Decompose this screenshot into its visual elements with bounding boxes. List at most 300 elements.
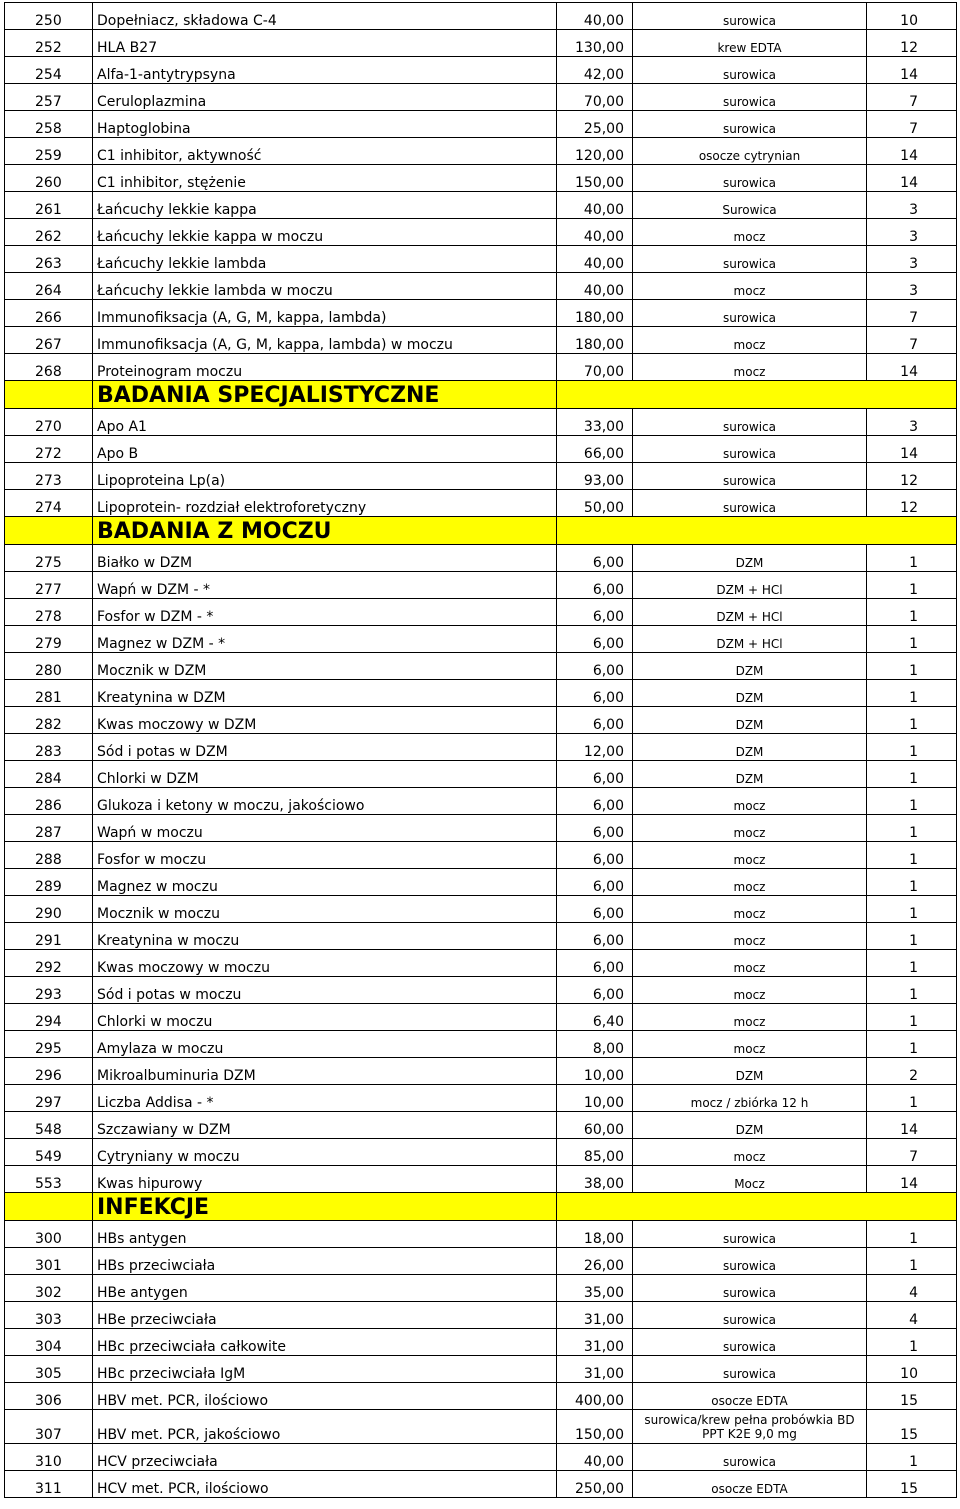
sample-material: surowica [633,436,867,463]
table-row [5,1410,957,1444]
table-row [5,1248,957,1275]
table-row [5,977,957,1004]
table-row [5,219,957,246]
test-name: Haptoglobina [93,111,557,138]
test-price: 150,00 [557,165,633,192]
test-price: 6,00 [557,950,633,977]
sample-material: surowica [633,246,867,273]
test-number: 291 [5,923,93,950]
sample-material: mocz [633,354,867,381]
sample-material: DZM + HCl [633,626,867,653]
test-price: 38,00 [557,1166,633,1193]
turnaround-days: 7 [867,84,957,111]
test-name: Chlorki w moczu [93,1004,557,1031]
sample-material: DZM [633,1112,867,1139]
test-price: 60,00 [557,1112,633,1139]
test-number: 301 [5,1248,93,1275]
table-row [5,490,957,517]
test-number: 266 [5,300,93,327]
test-name: Kwas moczowy w DZM [93,707,557,734]
sample-material: mocz [633,327,867,354]
test-number: 302 [5,1275,93,1302]
table-row [5,436,957,463]
test-number: 262 [5,219,93,246]
sample-material: mocz [633,896,867,923]
test-price: 40,00 [557,3,633,30]
test-number: 286 [5,788,93,815]
sample-material: osocze cytrynian [633,138,867,165]
sample-material: surowica [633,409,867,436]
sample-material: surowica [633,463,867,490]
test-number: 263 [5,246,93,273]
sample-material: osocze EDTA [633,1471,867,1498]
test-number: 261 [5,192,93,219]
sample-material: DZM [633,1058,867,1085]
table-row [5,599,957,626]
test-name: Immunofiksacja (A, G, M, kappa, lambda) w moczu [93,327,557,354]
table-row [5,3,957,30]
test-number: 294 [5,1004,93,1031]
sample-material: mocz [633,950,867,977]
turnaround-days: 1 [867,734,957,761]
test-number: 258 [5,111,93,138]
section-filler-cell [557,517,957,545]
turnaround-days: 1 [867,815,957,842]
test-name: HBs przeciwciała [93,1248,557,1275]
turnaround-days: 15 [867,1471,957,1498]
test-price: 6,00 [557,815,633,842]
sample-material: surowica [633,1248,867,1275]
test-name: Apo B [93,436,557,463]
turnaround-days: 1 [867,869,957,896]
test-number: 300 [5,1221,93,1248]
table-row [5,896,957,923]
sample-material: surowica [633,1329,867,1356]
test-price: 66,00 [557,436,633,463]
test-number: 277 [5,572,93,599]
sample-material: surowica/krew pełna probówkia BD PPT K2E 9,0 mg [633,1410,867,1444]
test-name: Mocznik w DZM [93,653,557,680]
sample-material: osocze EDTA [633,1383,867,1410]
turnaround-days: 12 [867,490,957,517]
turnaround-days: 1 [867,626,957,653]
sample-material: surowica [633,300,867,327]
test-number: 264 [5,273,93,300]
test-name: HBV met. PCR, jakościowo [93,1410,557,1444]
test-price: 6,00 [557,977,633,1004]
table-row [5,1139,957,1166]
sample-material: mocz [633,977,867,1004]
test-name: Mikroalbuminuria DZM [93,1058,557,1085]
turnaround-days: 1 [867,545,957,572]
test-name: Amylaza w moczu [93,1031,557,1058]
test-price: 31,00 [557,1302,633,1329]
table-row [5,300,957,327]
test-number: 307 [5,1410,93,1444]
test-number: 304 [5,1329,93,1356]
test-price: 10,00 [557,1085,633,1112]
turnaround-days: 7 [867,1139,957,1166]
turnaround-days: 1 [867,896,957,923]
test-number: 287 [5,815,93,842]
table-row [5,84,957,111]
test-name: HBV met. PCR, ilościowo [93,1383,557,1410]
test-number: 306 [5,1383,93,1410]
test-price: 25,00 [557,111,633,138]
section-header-row [5,381,957,409]
test-name: Lipoproteina Lp(a) [93,463,557,490]
sample-material: mocz [633,788,867,815]
turnaround-days: 1 [867,599,957,626]
table-row [5,1058,957,1085]
test-name: C1 inhibitor, aktywność [93,138,557,165]
table-row [5,273,957,300]
turnaround-days: 14 [867,57,957,84]
test-price: 35,00 [557,1275,633,1302]
sample-material: mocz [633,869,867,896]
test-name: Proteinogram moczu [93,354,557,381]
sample-material: Surowica [633,192,867,219]
test-name: Kwas hipurowy [93,1166,557,1193]
test-number: 295 [5,1031,93,1058]
sample-material: surowica [633,1356,867,1383]
turnaround-days: 3 [867,219,957,246]
turnaround-days: 2 [867,1058,957,1085]
test-name: Wapń w moczu [93,815,557,842]
test-number: 270 [5,409,93,436]
test-number: 284 [5,761,93,788]
table-row [5,192,957,219]
test-number: 553 [5,1166,93,1193]
turnaround-days: 12 [867,30,957,57]
table-row [5,57,957,84]
test-name: Apo A1 [93,409,557,436]
sample-material: DZM [633,545,867,572]
test-price: 40,00 [557,246,633,273]
table-row [5,653,957,680]
test-number: 282 [5,707,93,734]
table-row [5,1329,957,1356]
test-price: 6,00 [557,599,633,626]
test-price: 33,00 [557,409,633,436]
test-name: HBe antygen [93,1275,557,1302]
sample-material: mocz [633,1031,867,1058]
turnaround-days: 1 [867,950,957,977]
test-number: 280 [5,653,93,680]
test-name: Liczba Addisa - * [93,1085,557,1112]
turnaround-days: 3 [867,273,957,300]
turnaround-days: 15 [867,1410,957,1444]
test-number: 305 [5,1356,93,1383]
test-number: 293 [5,977,93,1004]
test-name: Kreatynina w DZM [93,680,557,707]
turnaround-days: 1 [867,1221,957,1248]
test-name: HLA B27 [93,30,557,57]
table-row [5,761,957,788]
table-row [5,923,957,950]
test-name: Sód i potas w moczu [93,977,557,1004]
sample-material: mocz [633,1004,867,1031]
test-price: 26,00 [557,1248,633,1275]
sample-material: surowica [633,165,867,192]
turnaround-days: 14 [867,138,957,165]
table-row [5,111,957,138]
table-row [5,1383,957,1410]
test-name: Magnez w DZM - * [93,626,557,653]
test-price: 6,00 [557,896,633,923]
turnaround-days: 1 [867,1085,957,1112]
test-number: 259 [5,138,93,165]
sample-material: surowica [633,3,867,30]
test-price: 31,00 [557,1356,633,1383]
sample-material: surowica [633,111,867,138]
sample-material: surowica [633,84,867,111]
turnaround-days: 1 [867,1004,957,1031]
table-row [5,788,957,815]
test-price: 180,00 [557,300,633,327]
test-number: 278 [5,599,93,626]
table-row [5,1302,957,1329]
test-name: Łańcuchy lekkie lambda [93,246,557,273]
test-number: 292 [5,950,93,977]
test-number: 254 [5,57,93,84]
table-row [5,246,957,273]
table-row [5,815,957,842]
test-price: 42,00 [557,57,633,84]
sample-material: DZM [633,707,867,734]
turnaround-days: 10 [867,3,957,30]
sample-material: mocz [633,219,867,246]
test-number: 289 [5,869,93,896]
turnaround-days: 14 [867,1112,957,1139]
turnaround-days: 7 [867,300,957,327]
test-number: 549 [5,1139,93,1166]
test-name: HCV met. PCR, ilościowo [93,1471,557,1498]
test-price: 6,00 [557,572,633,599]
turnaround-days: 1 [867,680,957,707]
test-price: 6,00 [557,761,633,788]
table-row [5,1444,957,1471]
test-name: Łańcuchy lekkie kappa [93,192,557,219]
turnaround-days: 1 [867,788,957,815]
test-number: 288 [5,842,93,869]
turnaround-days: 4 [867,1302,957,1329]
table-row [5,1031,957,1058]
table-row [5,1275,957,1302]
table-row [5,1004,957,1031]
sample-material: DZM + HCl [633,599,867,626]
table-row [5,138,957,165]
table-row [5,327,957,354]
test-name: Fosfor w moczu [93,842,557,869]
table-row [5,950,957,977]
test-price: 6,00 [557,842,633,869]
turnaround-days: 3 [867,246,957,273]
sample-material: surowica [633,1275,867,1302]
sample-material: surowica [633,57,867,84]
sample-material: Mocz [633,1166,867,1193]
sample-material: surowica [633,490,867,517]
test-name: HBe przeciwciała [93,1302,557,1329]
test-price: 6,40 [557,1004,633,1031]
turnaround-days: 7 [867,327,957,354]
table-row [5,1166,957,1193]
sample-material: mocz / zbiórka 12 h [633,1085,867,1112]
test-number: 296 [5,1058,93,1085]
test-price: 40,00 [557,192,633,219]
table-row [5,572,957,599]
test-price: 50,00 [557,490,633,517]
turnaround-days: 14 [867,436,957,463]
test-name: Alfa-1-antytrypsyna [93,57,557,84]
test-number: 548 [5,1112,93,1139]
test-price: 40,00 [557,1444,633,1471]
test-price: 93,00 [557,463,633,490]
test-price: 70,00 [557,84,633,111]
turnaround-days: 1 [867,761,957,788]
test-price: 6,00 [557,707,633,734]
table-row [5,869,957,896]
section-filler-cell [557,1193,957,1221]
sample-material: mocz [633,1139,867,1166]
table-row [5,30,957,57]
sample-material: mocz [633,815,867,842]
turnaround-days: 7 [867,111,957,138]
test-number: 252 [5,30,93,57]
test-name: Szczawiany w DZM [93,1112,557,1139]
sample-material: DZM [633,653,867,680]
section-number-cell [5,381,93,409]
sample-material: DZM + HCl [633,572,867,599]
section-header-row [5,517,957,545]
test-price: 8,00 [557,1031,633,1058]
test-price: 31,00 [557,1329,633,1356]
test-name: HBs antygen [93,1221,557,1248]
sample-material: mocz [633,273,867,300]
test-name: Kreatynina w moczu [93,923,557,950]
turnaround-days: 14 [867,165,957,192]
test-price: 6,00 [557,788,633,815]
table-row [5,463,957,490]
test-number: 297 [5,1085,93,1112]
test-name: C1 inhibitor, stężenie [93,165,557,192]
test-number: 279 [5,626,93,653]
turnaround-days: 12 [867,463,957,490]
test-price: 6,00 [557,653,633,680]
table-row [5,409,957,436]
sample-material: DZM [633,734,867,761]
test-price: 130,00 [557,30,633,57]
turnaround-days: 4 [867,1275,957,1302]
test-price: 18,00 [557,1221,633,1248]
sample-material: mocz [633,842,867,869]
turnaround-days: 14 [867,354,957,381]
turnaround-days: 1 [867,842,957,869]
turnaround-days: 3 [867,409,957,436]
turnaround-days: 1 [867,707,957,734]
test-name: Kwas moczowy w moczu [93,950,557,977]
test-name: Sód i potas w DZM [93,734,557,761]
test-price: 85,00 [557,1139,633,1166]
turnaround-days: 14 [867,1166,957,1193]
test-number: 290 [5,896,93,923]
price-list-table [4,2,957,1498]
test-name: Łańcuchy lekkie lambda w moczu [93,273,557,300]
section-number-cell [5,1193,93,1221]
test-price: 6,00 [557,626,633,653]
sample-material: surowica [633,1302,867,1329]
test-name: Łańcuchy lekkie kappa w moczu [93,219,557,246]
table-row [5,1112,957,1139]
test-name: Ceruloplazmina [93,84,557,111]
turnaround-days: 1 [867,1248,957,1275]
test-number: 260 [5,165,93,192]
test-number: 267 [5,327,93,354]
sample-material: DZM [633,761,867,788]
test-number: 275 [5,545,93,572]
test-name: HBc przeciwciała całkowite [93,1329,557,1356]
test-price: 6,00 [557,680,633,707]
section-number-cell [5,517,93,545]
sample-material: surowica [633,1444,867,1471]
test-name: Glukoza i ketony w moczu, jakościowo [93,788,557,815]
turnaround-days: 3 [867,192,957,219]
test-price: 40,00 [557,219,633,246]
table-row [5,1356,957,1383]
table-row [5,734,957,761]
table-row [5,707,957,734]
test-number: 310 [5,1444,93,1471]
turnaround-days: 1 [867,572,957,599]
test-number: 250 [5,3,93,30]
table-row [5,354,957,381]
turnaround-days: 1 [867,653,957,680]
test-price: 400,00 [557,1383,633,1410]
turnaround-days: 10 [867,1356,957,1383]
section-filler-cell [557,381,957,409]
test-number: 272 [5,436,93,463]
table-row [5,545,957,572]
table-row [5,165,957,192]
test-name: Fosfor w DZM - * [93,599,557,626]
turnaround-days: 1 [867,1031,957,1058]
turnaround-days: 1 [867,977,957,1004]
test-price: 120,00 [557,138,633,165]
test-name: Immunofiksacja (A, G, M, kappa, lambda) [93,300,557,327]
test-name: Lipoprotein- rozdział elektroforetyczny [93,490,557,517]
test-price: 150,00 [557,1410,633,1444]
test-price: 12,00 [557,734,633,761]
section-title: BADANIA Z MOCZU [93,517,557,545]
test-name: HBc przeciwciała IgM [93,1356,557,1383]
test-price: 10,00 [557,1058,633,1085]
test-price: 180,00 [557,327,633,354]
test-number: 274 [5,490,93,517]
test-number: 268 [5,354,93,381]
turnaround-days: 1 [867,1329,957,1356]
sample-material: DZM [633,680,867,707]
section-title: INFEKCJE [93,1193,557,1221]
sample-material: krew EDTA [633,30,867,57]
test-price: 70,00 [557,354,633,381]
test-number: 273 [5,463,93,490]
test-number: 257 [5,84,93,111]
turnaround-days: 1 [867,1444,957,1471]
test-number: 303 [5,1302,93,1329]
test-number: 311 [5,1471,93,1498]
test-name: Cytryniany w moczu [93,1139,557,1166]
sample-material: surowica [633,1221,867,1248]
